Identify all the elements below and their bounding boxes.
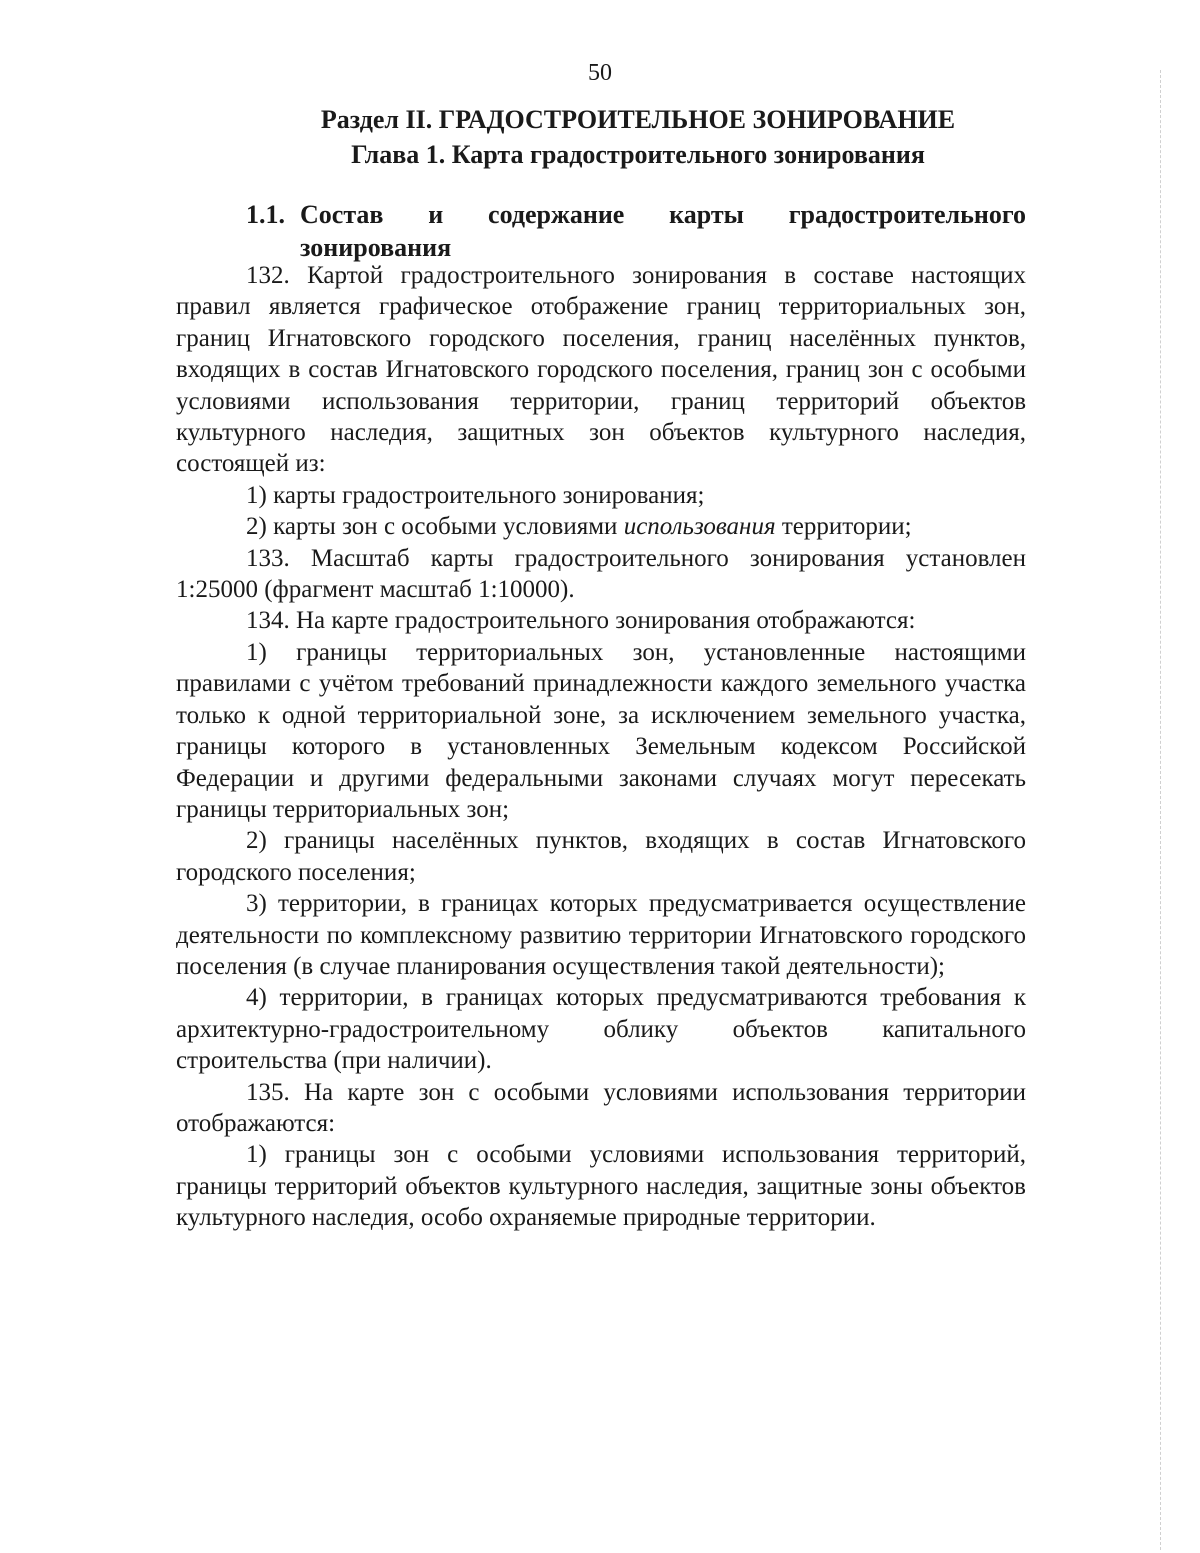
- list-item-132-2-text-a: 2) карты зон с особыми условиями: [246, 513, 624, 541]
- list-item-134-4: 4) территории, в границах которых предусматриваются требования к архитектурно-градостроительному облику объектов капитального строительства (при наличии).: [176, 984, 1026, 1075]
- subsection-number: 1.1.: [246, 200, 285, 229]
- paragraph-133: 133. Масштаб карты градостроительного зонирования установлен 1:25000 (фрагмент масштаб 1:10000).: [176, 544, 1026, 604]
- subsection-title-part2: зонирования: [300, 233, 452, 262]
- page-number: 50: [588, 60, 612, 86]
- list-item-134-1: 1) границы территориальных зон, установленные настоящими правилами с учётом требований принадлежности каждого земельного участка только к одной территориальной зоне, за исключением земельного участка, границы которого в установленных Земельным кодексом Российской Федерации и другими федеральными законами случаях могут пересекать границы территориальных зон;: [176, 638, 1026, 823]
- scan-margin-line: [1160, 70, 1161, 1550]
- chapter-title: Глава 1. Карта градостроительного зонирования: [351, 140, 925, 169]
- subsection-heading: [246, 198, 1026, 264]
- subsection-title-part1: Состав и содержание карты градостроительного: [300, 200, 1026, 229]
- section-title: Раздел II. ГРАДОСТРОИТЕЛЬНОЕ ЗОНИРОВАНИЕ: [320, 105, 956, 134]
- list-item-132-1: 1) карты градостроительного зонирования;: [246, 481, 705, 509]
- paragraph-132: 132. Картой градостроительного зонирования в составе настоящих правил является графическое отображение границ территориальных зон, границ Игнатовского городского поселения, границ населённых пунктов, входящих в состав Игнатовского городского поселения, границ зон с особыми условиями использования территории, границ территорий объектов культурного наследия, защитных зон объектов культурного наследия, состоящей из:: [176, 262, 1026, 478]
- list-item-132-2-italic: использования: [623, 513, 776, 541]
- list-item-135-1: 1) границы зон с особыми условиями использования территорий, границы территорий объектов культурного наследия, защитные зоны объектов культурного наследия, особо охраняемые природные территории.: [176, 1141, 1026, 1232]
- subsection-heading-line1: [246, 198, 1026, 231]
- list-item-132-2: [176, 511, 1026, 542]
- list-item-134-2: 2) границы населённых пунктов, входящих в состав Игнатовского городского поселения;: [176, 827, 1026, 886]
- list-item-134-3: 3) территории, в границах которых предусматривается осуществление деятельности по комплексному развитию территории Игнатовского городского поселения (в случае планирования осуществления такой деятельности);: [176, 890, 1026, 980]
- list-item-132-2-text-c: территории;: [775, 513, 912, 541]
- paragraph-135: 135. На карте зон с особыми условиями использования территории отображаются:: [176, 1078, 1026, 1137]
- document-body: [176, 260, 1026, 1234]
- paragraph-134: 134. На карте градостроительного зонирования отображаются:: [246, 607, 916, 635]
